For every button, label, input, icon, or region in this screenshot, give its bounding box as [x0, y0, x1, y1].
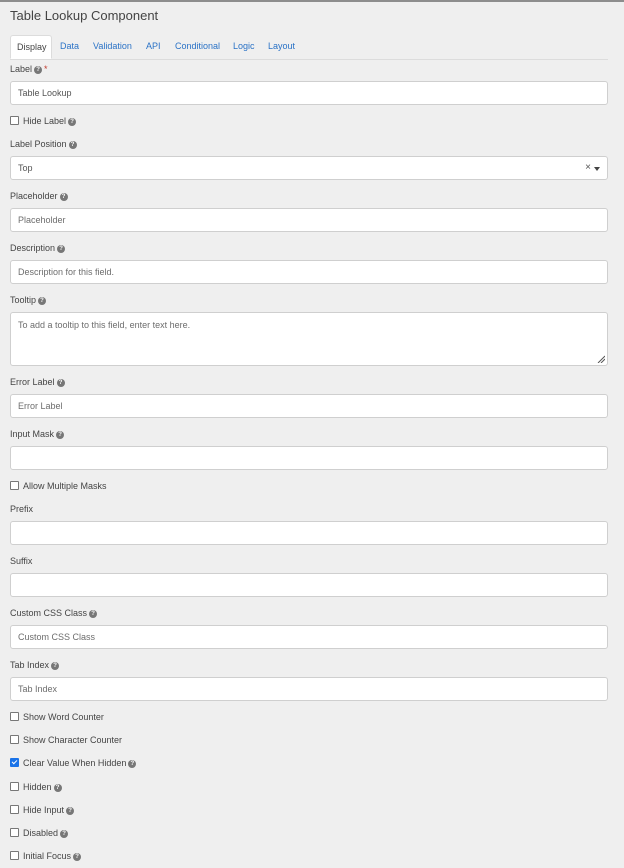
help-icon[interactable]: ?	[56, 431, 64, 439]
label-position-select[interactable]: Top ×	[10, 156, 608, 180]
show-character-counter-checkbox[interactable]: Show Character Counter	[10, 735, 122, 745]
custom-css-input[interactable]: Custom CSS Class	[10, 625, 608, 649]
tooltip-label: Tooltip ?	[10, 295, 46, 305]
allow-multiple-masks-checkbox[interactable]: Allow Multiple Masks	[10, 481, 107, 491]
input-mask-label: Input Mask ?	[10, 429, 64, 439]
help-icon[interactable]: ?	[60, 193, 68, 201]
clear-icon[interactable]: ×	[585, 162, 591, 173]
tab-data[interactable]: Data	[60, 41, 80, 51]
help-icon[interactable]: ?	[54, 784, 62, 792]
hide-label-checkbox[interactable]: Hide Label ?	[10, 116, 76, 126]
tab-api[interactable]: API	[146, 41, 161, 51]
checkbox-icon[interactable]	[10, 805, 19, 814]
tab-index-label: Tab Index ?	[10, 660, 59, 670]
help-icon[interactable]: ?	[57, 245, 65, 253]
input-mask-input[interactable]	[10, 446, 608, 470]
checkbox-icon[interactable]	[10, 735, 19, 744]
show-word-counter-checkbox[interactable]: Show Word Counter	[10, 712, 104, 722]
description-label: Description ?	[10, 243, 65, 253]
suffix-input[interactable]	[10, 573, 608, 597]
chevron-down-icon[interactable]	[594, 167, 600, 171]
clear-value-when-hidden-checkbox[interactable]: Clear Value When Hidden ?	[10, 758, 136, 768]
description-input[interactable]: Description for this field.	[10, 260, 608, 284]
help-icon[interactable]: ?	[68, 118, 76, 126]
disabled-checkbox[interactable]: Disabled ?	[10, 828, 68, 838]
placeholder-input[interactable]: Placeholder	[10, 208, 608, 232]
help-icon[interactable]: ?	[34, 66, 42, 74]
help-icon[interactable]: ?	[89, 610, 97, 618]
checkbox-icon[interactable]	[10, 481, 19, 490]
error-label-input[interactable]: Error Label	[10, 394, 608, 418]
help-icon[interactable]: ?	[60, 830, 68, 838]
checkbox-icon[interactable]	[10, 712, 19, 721]
tab-conditional[interactable]: Conditional	[175, 41, 221, 51]
prefix-label: Prefix	[10, 504, 34, 514]
page-title: Table Lookup Component	[10, 8, 159, 23]
tab-display[interactable]: Display	[10, 35, 52, 59]
tab-bar	[10, 35, 608, 60]
custom-css-label: Custom CSS Class ?	[10, 608, 97, 618]
tab-logic[interactable]: Logic	[233, 41, 255, 51]
checkbox-checked-icon[interactable]	[10, 758, 19, 767]
checkbox-icon[interactable]	[10, 782, 19, 791]
placeholder-label: Placeholder ?	[10, 191, 68, 201]
tooltip-textarea[interactable]: To add a tooltip to this field, enter text here.	[10, 312, 608, 366]
help-icon[interactable]: ?	[69, 141, 77, 149]
label-input[interactable]: Table Lookup	[10, 81, 608, 105]
help-icon[interactable]: ?	[66, 807, 74, 815]
error-label-label: Error Label ?	[10, 377, 65, 387]
help-icon[interactable]: ?	[57, 379, 65, 387]
hidden-checkbox[interactable]: Hidden ?	[10, 782, 62, 792]
help-icon[interactable]: ?	[38, 297, 46, 305]
checkbox-icon[interactable]	[10, 828, 19, 837]
tab-validation[interactable]: Validation	[93, 41, 132, 51]
top-border	[0, 0, 624, 2]
help-icon[interactable]: ?	[51, 662, 59, 670]
tab-index-input[interactable]: Tab Index	[10, 677, 608, 701]
prefix-input[interactable]	[10, 521, 608, 545]
resize-handle-icon[interactable]	[597, 355, 605, 363]
hide-input-checkbox[interactable]: Hide Input ?	[10, 805, 74, 815]
checkbox-icon[interactable]	[10, 851, 19, 860]
label-position-label: Label Position ?	[10, 139, 77, 149]
help-icon[interactable]: ?	[128, 760, 136, 768]
suffix-label: Suffix	[10, 556, 33, 566]
label-field-label: Label ? *	[10, 64, 48, 74]
initial-focus-checkbox[interactable]: Initial Focus ?	[10, 851, 81, 861]
help-icon[interactable]: ?	[73, 853, 81, 861]
checkbox-icon[interactable]	[10, 116, 19, 125]
required-marker: *	[44, 64, 48, 74]
tab-layout[interactable]: Layout	[268, 41, 296, 51]
